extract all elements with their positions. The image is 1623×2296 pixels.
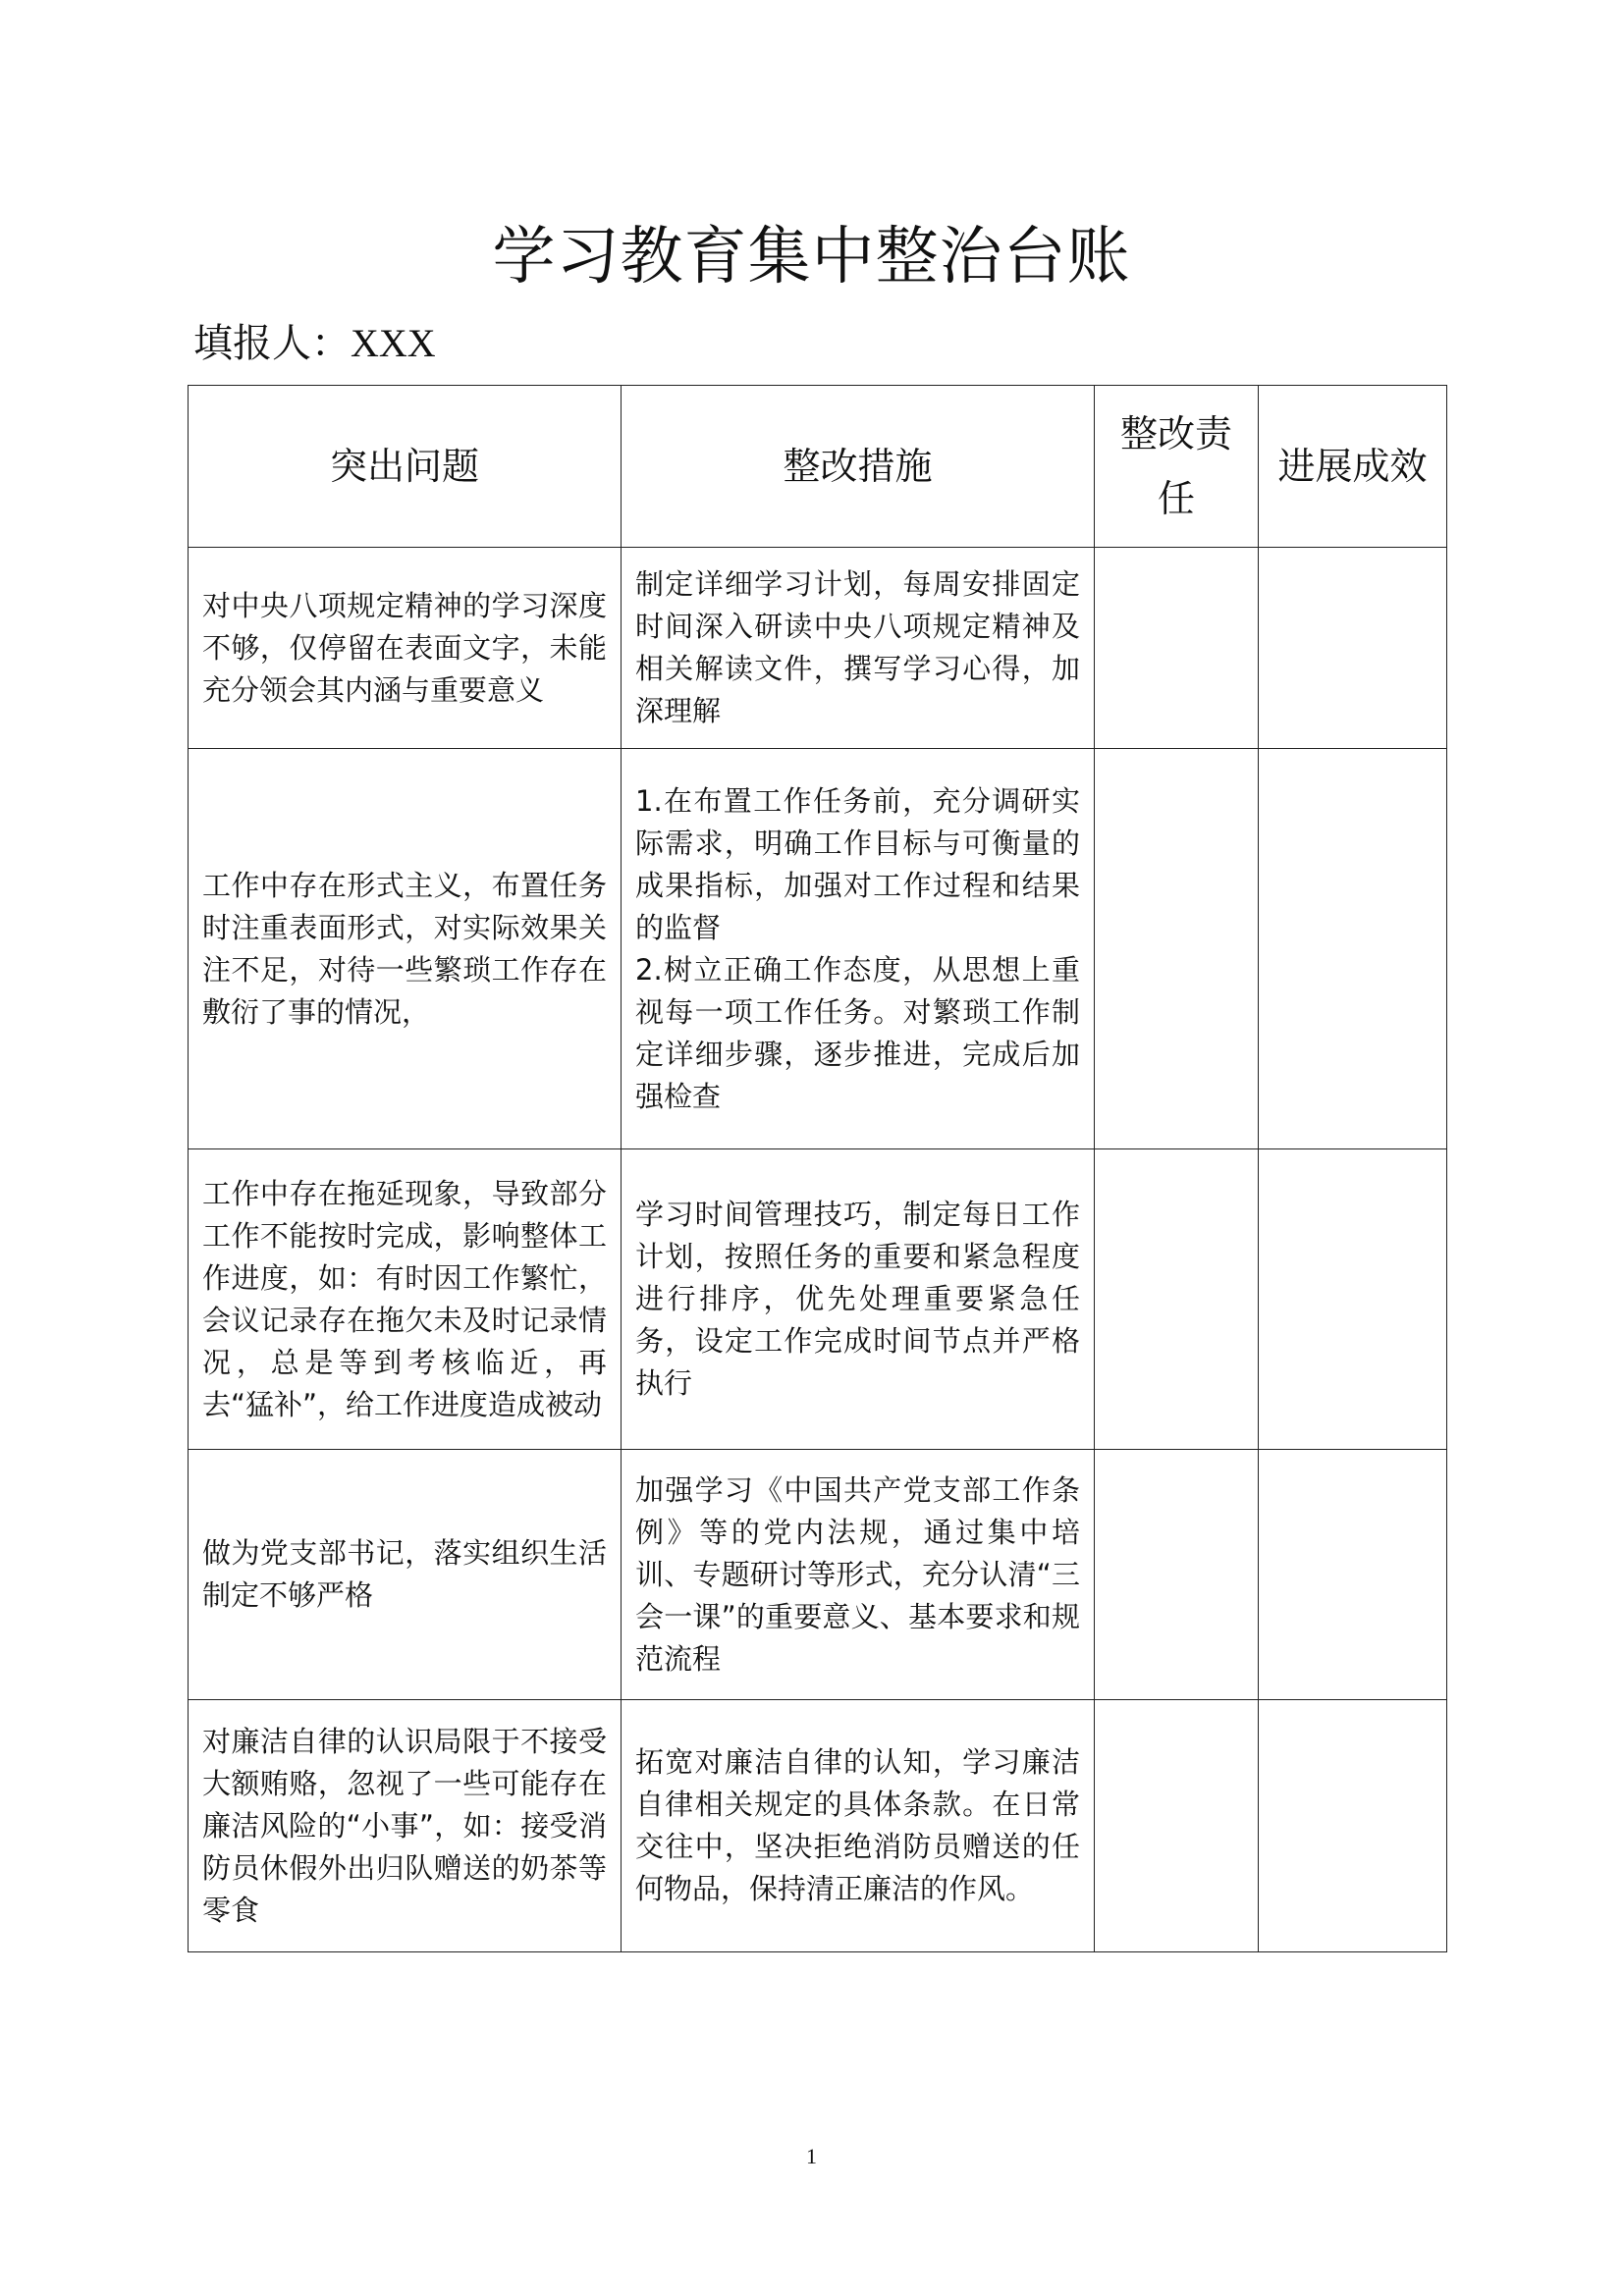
responsibility-cell [1095, 749, 1259, 1149]
measure-cell [622, 1149, 1095, 1450]
ledger-table [188, 385, 1447, 1952]
progress-cell [1259, 1700, 1447, 1952]
document-title: 学习教育集中整治台账 [492, 221, 1131, 294]
measure-text: 制定详细学习计划，每周安排固定时间深入研读中央八项规定精神及相关解读文件，撰写学习心得，加深理解 [635, 567, 1080, 727]
measure-text: 学习时间管理技巧，制定每日工作计划，按照任务的重要和紧急程度进行排序，优先处理重要紧急任务，设定工作完成时间节点并严格执行 [635, 1198, 1080, 1400]
progress-cell [1259, 749, 1447, 1149]
table-row [189, 749, 1447, 1149]
table-row [189, 548, 1447, 749]
problem-text: 工作中存在拖延现象，导致部分工作不能按时完成，影响整体工作进度，如：有时因工作繁忙，会议记录存在拖欠未及时记录情况，总是等到考核临近，再去“猛补”，给工作进度造成被动 [202, 1176, 607, 1421]
problem-cell [189, 1700, 622, 1952]
responsibility-cell [1095, 1700, 1259, 1952]
measure-cell [622, 548, 1095, 749]
measure-text: 1.在布置工作任务前，充分调研实际需求，明确工作目标与可衡量的成果指标，加强对工作过程和结果的监督 2.树立正确工作态度，从思想上重视每一项工作任务。对繁琐工作制定详细步骤，逐步推进，完成后加强检查 [635, 783, 1080, 1113]
problem-cell [189, 1450, 622, 1700]
progress-cell [1259, 548, 1447, 749]
problem-text: 做为党支部书记，落实组织生活制定不够严格 [202, 1536, 607, 1612]
table-row [189, 1700, 1447, 1952]
page-number: 1 [806, 2144, 817, 2168]
table-row [189, 1149, 1447, 1450]
progress-cell [1259, 1450, 1447, 1700]
header-progress-label: 进展成效 [1277, 445, 1428, 488]
problem-text: 对中央八项规定精神的学习深度不够，仅停留在表面文字，未能充分领会其内涵与重要意义 [202, 588, 607, 707]
responsibility-cell [1095, 1149, 1259, 1450]
problem-cell [189, 749, 622, 1149]
table-header-row [189, 386, 1447, 548]
problem-text: 工作中存在形式主义，布置任务时注重表面形式，对实际效果关注不足，对待一些繁琐工作存在敷衍了事的情况， [202, 868, 607, 1029]
header-progress [1259, 386, 1447, 548]
reporter-name: XXX [351, 321, 436, 365]
measure-text: 加强学习《中国共产党支部工作条例》等的党内法规，通过集中培训、专题研讨等形式，充分认清“三会一课”的重要意义、基本要求和规范流程 [635, 1472, 1080, 1676]
measure-cell [622, 749, 1095, 1149]
header-problem [189, 386, 622, 548]
problem-cell [189, 548, 622, 749]
problem-text: 对廉洁自律的认识局限于不接受大额贿赂，忽视了一些可能存在廉洁风险的“小事”，如：接受消防员休假外出归队赠送的奶茶等零食 [202, 1724, 607, 1927]
header-responsibility [1095, 386, 1259, 548]
header-problem-label: 突出问题 [329, 445, 479, 488]
reporter-line [193, 316, 436, 371]
measure-cell [622, 1700, 1095, 1952]
table-row [189, 1450, 1447, 1700]
header-measure [622, 386, 1095, 548]
responsibility-cell [1095, 548, 1259, 749]
problem-cell [189, 1149, 622, 1450]
header-measure-label: 整改措施 [783, 445, 933, 488]
measure-cell [622, 1450, 1095, 1700]
progress-cell [1259, 1149, 1447, 1450]
reporter-label: 填报人： [193, 321, 351, 366]
header-responsibility-label: 整改责任 [1119, 412, 1232, 520]
responsibility-cell [1095, 1450, 1259, 1700]
measure-text: 拓宽对廉洁自律的认知，学习廉洁自律相关规定的具体条款。在日常交往中，坚决拒绝消防员赠送的任何物品，保持清正廉洁的作风。 [635, 1745, 1080, 1905]
